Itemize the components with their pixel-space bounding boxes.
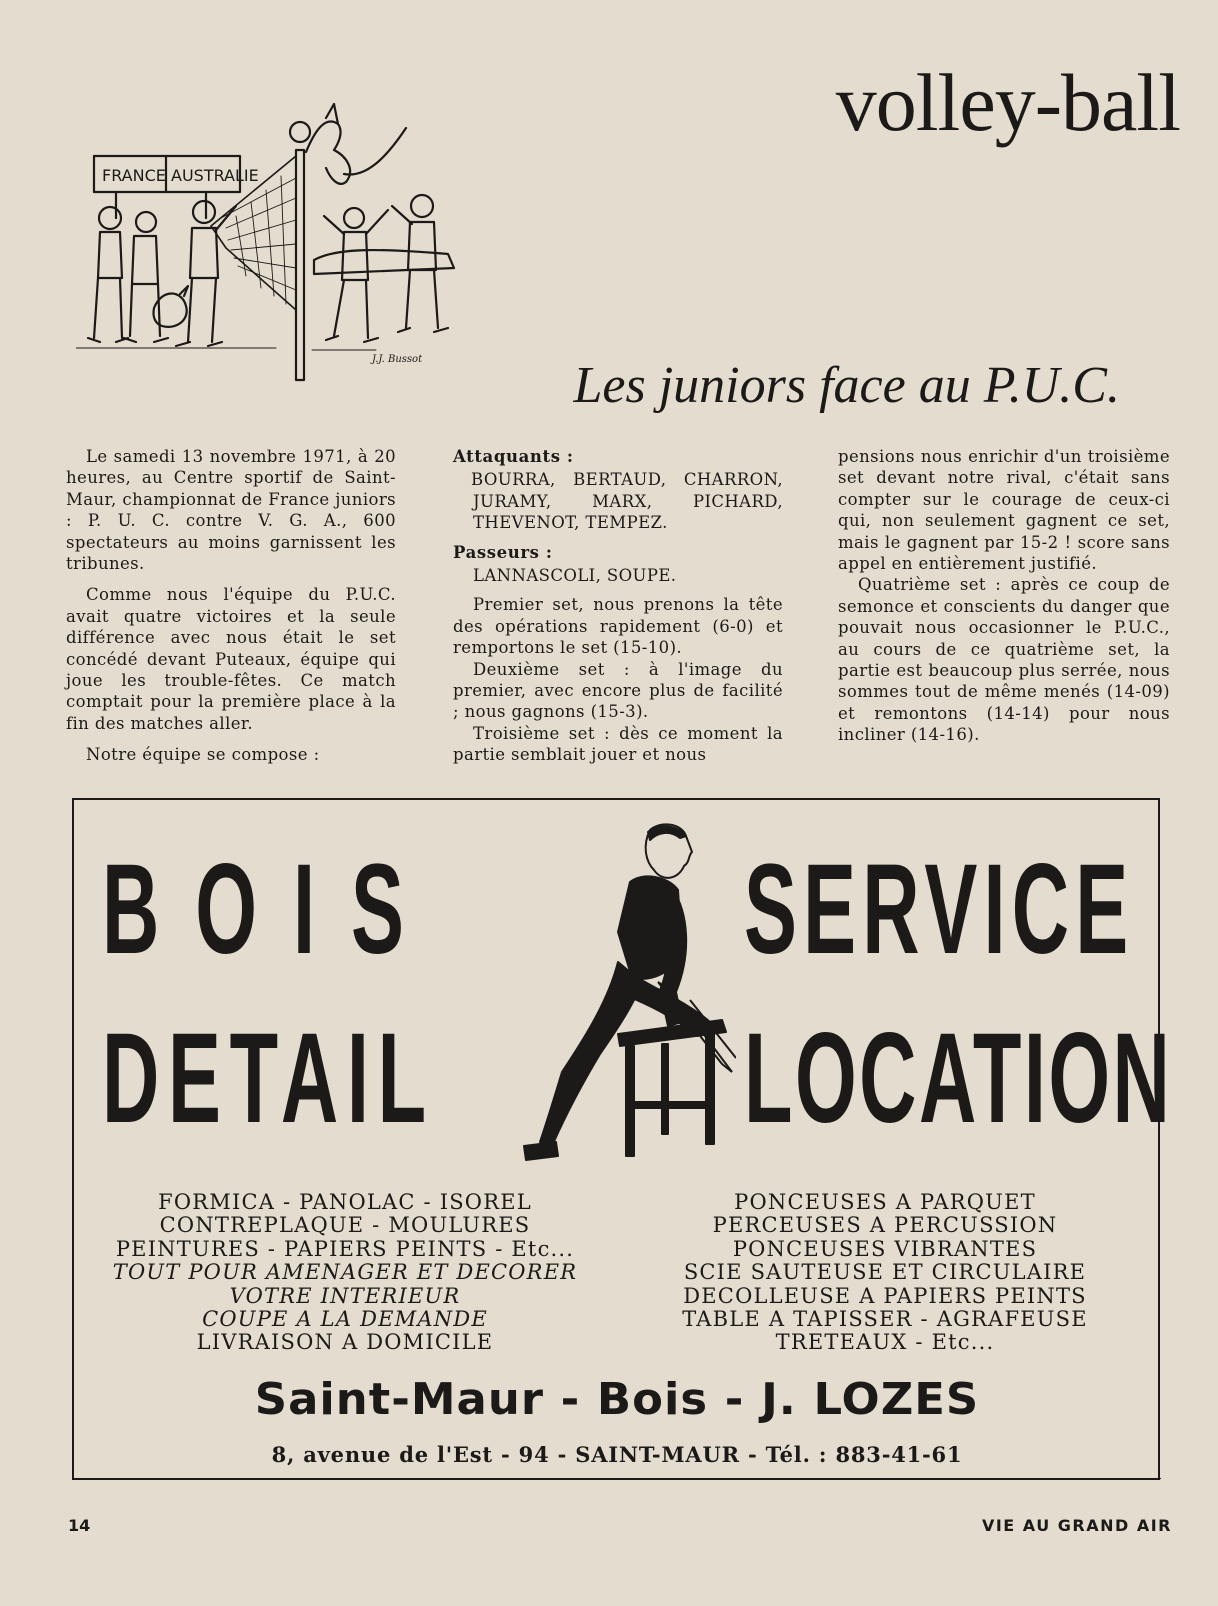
ad-headline-bois: BOIS — [102, 838, 440, 981]
paragraph: Notre équipe se compose : — [86, 745, 320, 765]
artist-signature: J.J. Bussot — [372, 354, 423, 365]
article-column-2 — [453, 446, 783, 766]
paragraph: pensions nous enrichir d'un troisième set devant notre rival, c'était sans compter sur le courage de ceux-ci qui, non seulement gagnent ce set, mais le gagnent par 15-2 ! score sans appel en entièrement justifié. — [838, 447, 1170, 574]
list-item: DECOLLEUSE A PAPIERS PEINTS — [683, 1283, 1087, 1308]
volleyball-cartoon-illustration — [76, 98, 486, 388]
article-subtitle: Les juniors face au P.U.C. — [573, 357, 1120, 414]
list-item: TABLE A TAPISSER - AGRAFEUSE — [682, 1307, 1088, 1332]
carpenter-sawing-illustration — [522, 822, 736, 1162]
passeurs-list: LANNASCOLI, SOUPE. — [473, 566, 677, 586]
paragraph: Quatrième set : après ce coup de semonce et conscients du danger que pouvait nous occasionner le P.U.C., au cours de ce quatrième set, la partie est beaucoup plus serrée, nous sommes tout de même menés (14-09) et remontons (14-14) pour nous incliner (14-16). — [838, 575, 1170, 745]
ad-headline-detail: DETAIL — [102, 1007, 435, 1150]
paragraph: Deuxième set : à l'image du premier, avec encore plus de facilité ; nous gagnons (15-3). — [453, 659, 783, 722]
list-item: PEINTURES - PAPIERS PEINTS - Etc... — [115, 1236, 575, 1261]
sign-france: FRANCE — [102, 166, 166, 185]
ad-address: 8, avenue de l'Est - 94 - SAINT-MAUR - Tél. : 883-41-61 — [271, 1442, 963, 1467]
sign-australie: AUSTRALIE — [171, 166, 259, 185]
advertisement-frame-rule — [77, 1478, 1161, 1479]
list-item: PONCEUSES VIBRANTES — [732, 1236, 1038, 1261]
list-item: PONCEUSES A PARQUET — [734, 1190, 1036, 1214]
page-number: 14 — [68, 1516, 91, 1535]
list-item: TRETEAUX - Etc... — [775, 1330, 995, 1355]
paragraph: Comme nous l'équipe du P.U.C. avait quatre victoires et la seule différence avec nous était le set concédé devant Puteaux, équipe qui joue les trouble-fêtes. Ce match comptait pour la première place à la fin des matches aller. — [66, 585, 396, 733]
list-item: VOTRE INTERIEUR — [229, 1283, 461, 1308]
paragraph: Le samedi 13 novembre 1971, à 20 heures, au Centre sportif de Saint-Maur, championnat de France juniors : P. U. C. contre V. G. A., 600 spectateurs au moins garnissent les tribunes. — [66, 447, 396, 574]
ad-headline-service: SERVICE — [744, 838, 1135, 981]
list-item: SCIE SAUTEUSE ET CIRCULAIRE — [683, 1260, 1087, 1285]
list-item: TOUT POUR AMENAGER ET DECORER — [112, 1260, 578, 1285]
paragraph: Premier set, nous prenons la tête des opérations rapidement (6-0) et remportons le set (15-10). — [453, 595, 783, 658]
paragraph: Troisième set : dès ce moment la partie semblait jouer et nous — [453, 723, 783, 765]
passeurs-heading: Passeurs : — [453, 542, 553, 562]
list-item: PERCEUSES A PERCUSSION — [712, 1213, 1058, 1238]
attaquants-heading: Attaquants : — [453, 447, 574, 466]
ad-rental-list — [650, 1191, 1120, 1355]
ad-brand-name: Saint-Maur - Bois - J. LOZES — [254, 1374, 980, 1425]
list-item: CONTREPLAQUE - MOULURES — [159, 1213, 531, 1238]
section-title: volley-ball — [835, 57, 1180, 148]
article-column-1 — [66, 446, 396, 776]
attaquants-list: BOURRA, BERTAUD, CHARRON, JURAMY, MARX, PICHARD, THEVENOT, TEMPEZ. — [471, 470, 783, 533]
ad-products-list — [90, 1191, 600, 1355]
article-column-3 — [838, 446, 1170, 746]
list-item: LIVRAISON A DOMICILE — [196, 1330, 494, 1355]
list-item: FORMICA - PANOLAC - ISOREL — [158, 1190, 532, 1214]
journal-title: VIE AU GRAND AIR — [981, 1516, 1172, 1535]
ad-headline-location: LOCATION — [744, 1007, 1173, 1150]
list-item: COUPE A LA DEMANDE — [202, 1307, 488, 1332]
